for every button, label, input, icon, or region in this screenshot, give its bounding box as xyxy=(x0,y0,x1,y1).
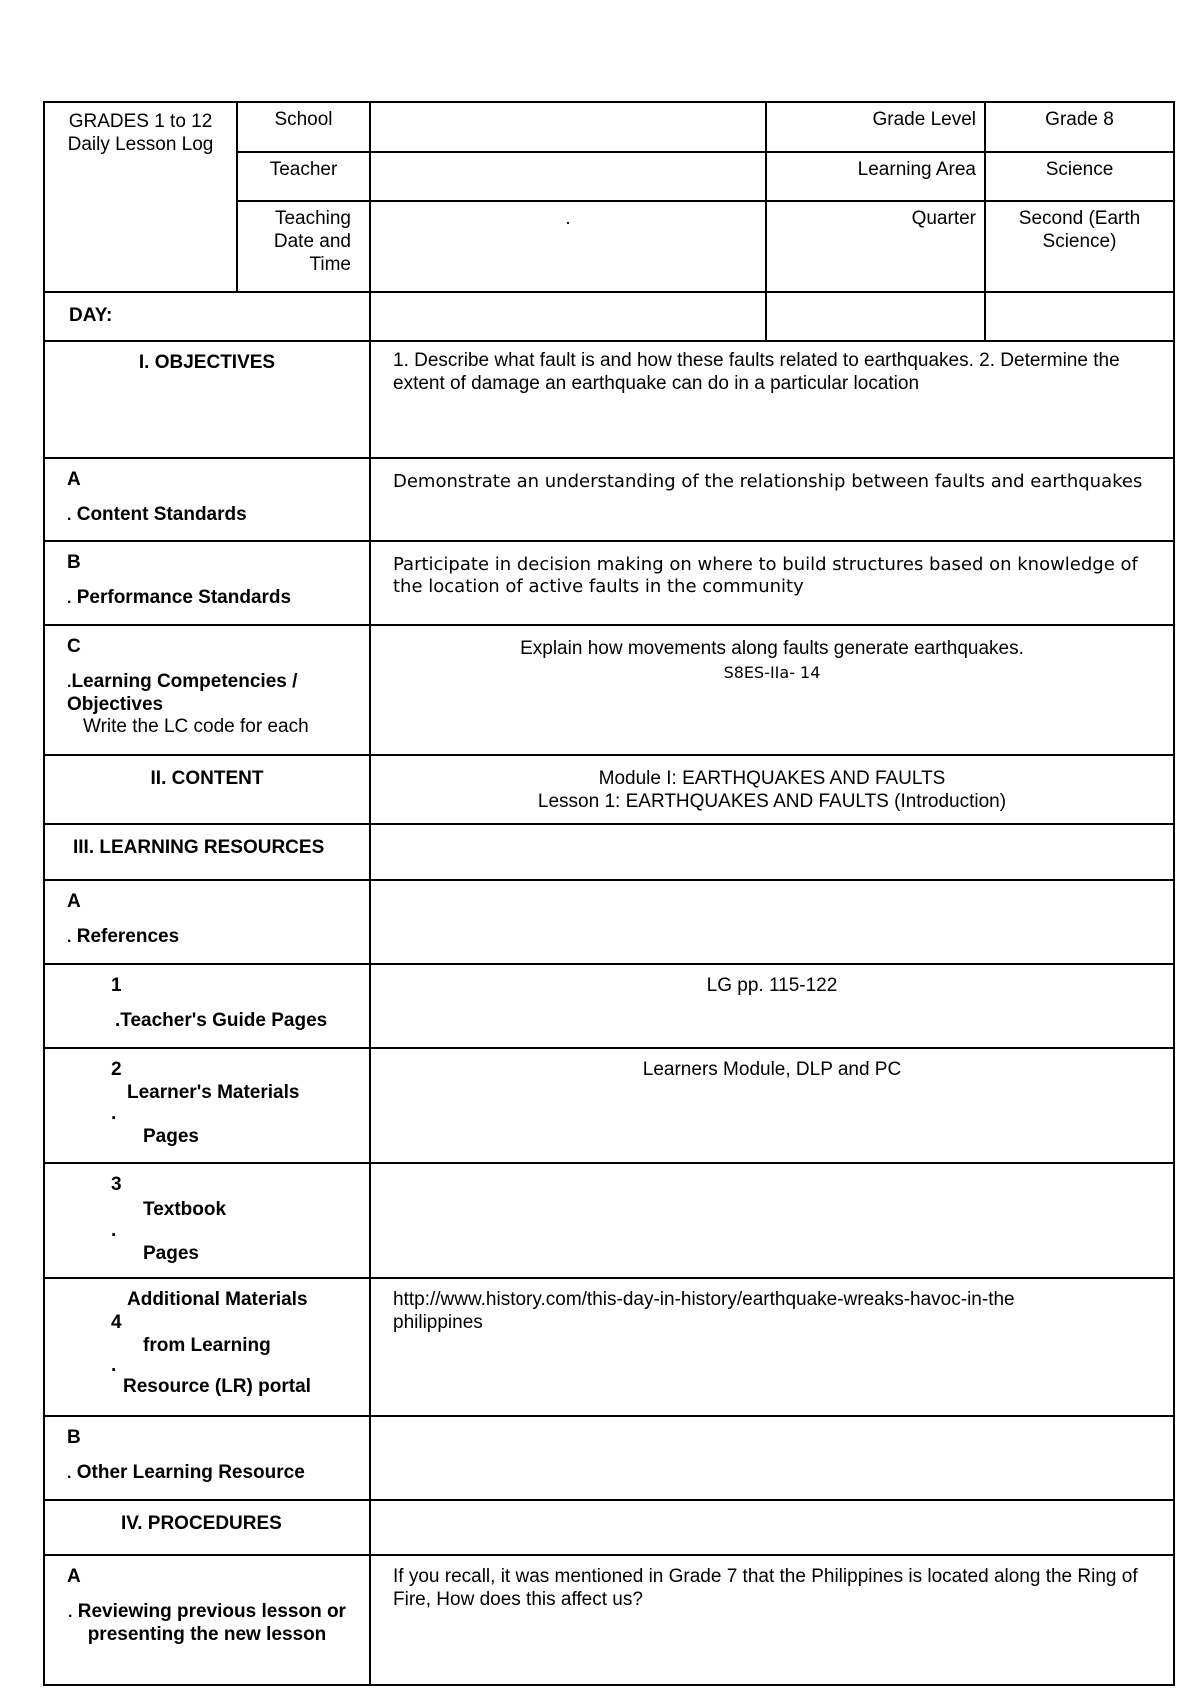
reviewing-text[interactable]: If you recall, it was mentioned in Grade 7 that the Philippines is located along the Ring of Fire, How does this affect us? xyxy=(370,1555,1174,1685)
competencies-text: Explain how movements along faults generate earthquakes. xyxy=(520,638,1024,659)
teachers-guide-row xyxy=(44,964,1174,1048)
teacher-field[interactable] xyxy=(370,152,766,201)
content-standards-label: Content Standards xyxy=(76,503,247,525)
references-letter: A xyxy=(67,891,81,912)
grade-level-label: Grade Level xyxy=(766,102,985,152)
learners-materials-number: 2 xyxy=(111,1059,122,1080)
references-cell: A . References xyxy=(44,880,370,964)
quarter-value[interactable]: Second (Earth Science) xyxy=(985,201,1174,292)
competencies-cell: C .Learning Competencies / Objectives Write the LC code for each xyxy=(44,625,370,755)
grade-level-value[interactable]: Grade 8 xyxy=(985,102,1174,152)
references-label: References xyxy=(76,925,180,947)
teachers-guide-cell: 1 .Teacher's Guide Pages xyxy=(44,964,370,1048)
learners-materials-text[interactable]: Learners Module, DLP and PC xyxy=(370,1048,1174,1163)
daily-lesson-log-table xyxy=(43,101,1175,1686)
competencies-label: Learning Competencies / Objectives xyxy=(67,670,298,715)
content-text-cell[interactable] xyxy=(370,755,1174,824)
objectives-label: I. OBJECTIVES xyxy=(44,341,370,458)
learning-resources-cell[interactable] xyxy=(370,824,1174,880)
competencies-row xyxy=(44,625,1174,755)
additional-link[interactable]: http://www.history.com/this-day-in-history/earthquake-wreaks-havoc-in-the philippines xyxy=(370,1278,1174,1416)
other-resource-letter: B xyxy=(67,1427,81,1448)
learning-resources-label: III. LEARNING RESOURCES xyxy=(44,824,370,880)
learning-area-label: Learning Area xyxy=(766,152,985,201)
learners-materials-label-2: Pages xyxy=(143,1125,199,1147)
date-label: Teaching Date and Time xyxy=(237,201,370,292)
learning-area-value[interactable]: Science xyxy=(985,152,1174,201)
procedures-label: IV. PROCEDURES xyxy=(44,1500,370,1555)
content-lesson: Lesson 1: EARTHQUAKES AND FAULTS (Introduction) xyxy=(537,790,1007,812)
day-cell-3[interactable] xyxy=(985,292,1174,341)
learners-materials-label-1: Learner's Materials xyxy=(127,1081,300,1103)
additional-label-1: Additional Materials xyxy=(127,1289,308,1310)
objectives-text[interactable]: 1. Describe what fault is and how these faults related to earthquakes. 2. Determine the extent of damage an earthquake can do in a particular location xyxy=(370,341,1174,458)
teachers-guide-label: Teacher's Guide Pages xyxy=(120,1009,328,1031)
quarter-label: Quarter xyxy=(766,201,985,292)
competencies-code: S8ES-IIa- 14 xyxy=(723,662,821,682)
date-field[interactable]: . xyxy=(370,201,766,292)
objectives-row xyxy=(44,341,1174,458)
day-row xyxy=(44,292,1174,341)
other-resource-value[interactable] xyxy=(370,1416,1174,1500)
school-row xyxy=(44,102,1174,152)
procedures-row xyxy=(44,1500,1174,1555)
teacher-label: Teacher xyxy=(237,152,370,201)
teachers-guide-text[interactable]: LG pp. 115-122 xyxy=(370,964,1174,1048)
performance-standards-label: Performance Standards xyxy=(76,586,292,608)
teachers-guide-number: 1 xyxy=(111,975,122,996)
reviewing-label: Reviewing previous lesson or presenting the new lesson xyxy=(77,1600,346,1645)
day-cell-1[interactable] xyxy=(370,292,766,341)
references-row xyxy=(44,880,1174,964)
log-title: GRADES 1 to 12 Daily Lesson Log xyxy=(44,102,237,292)
additional-materials-cell: Additional Materials 4 from Learning . Resource (LR) portal xyxy=(44,1278,370,1416)
textbook-row xyxy=(44,1163,1174,1278)
performance-standards-text[interactable]: Participate in decision making on where to build structures based on knowledge of the location of active faults in the community xyxy=(370,541,1174,625)
reviewing-letter: A xyxy=(67,1566,81,1587)
learners-materials-row xyxy=(44,1048,1174,1163)
textbook-text[interactable] xyxy=(370,1163,1174,1278)
learners-materials-cell: 2 Learner's Materials . Pages xyxy=(44,1048,370,1163)
content-row xyxy=(44,755,1174,824)
content-module: Module I: EARTHQUAKES AND FAULTS xyxy=(598,768,946,789)
textbook-cell: 3 Textbook . Pages xyxy=(44,1163,370,1278)
day-cell-2[interactable] xyxy=(766,292,985,341)
reviewing-cell: A . Reviewing previous lesson or presenting the new lesson xyxy=(44,1555,370,1685)
performance-standards-letter: B xyxy=(67,552,81,573)
day-label: DAY: xyxy=(44,292,370,341)
content-standards-row xyxy=(44,458,1174,541)
textbook-number: 3 xyxy=(111,1174,122,1195)
references-value-cell[interactable] xyxy=(370,880,1174,964)
additional-label-2: from Learning xyxy=(143,1334,271,1356)
school-label: School xyxy=(237,102,370,152)
textbook-label-1: Textbook xyxy=(143,1198,227,1220)
additional-number: 4 xyxy=(111,1311,122,1333)
competencies-letter: C xyxy=(67,636,81,657)
other-resource-row xyxy=(44,1416,1174,1500)
content-standards-text[interactable]: Demonstrate an understanding of the relationship between faults and earthquakes xyxy=(370,458,1174,541)
content-standards-cell: A . Content Standards xyxy=(44,458,370,541)
content-standards-letter: A xyxy=(67,469,81,490)
other-resource-cell: B . Other Learning Resource xyxy=(44,1416,370,1500)
reviewing-row xyxy=(44,1555,1174,1685)
procedures-value[interactable] xyxy=(370,1500,1174,1555)
other-resource-label: Other Learning Resource xyxy=(76,1461,305,1483)
textbook-label-2: Pages xyxy=(143,1242,199,1264)
competencies-text-cell[interactable] xyxy=(370,625,1174,755)
performance-standards-cell: B . Performance Standards xyxy=(44,541,370,625)
additional-materials-row xyxy=(44,1278,1174,1416)
content-label: II. CONTENT xyxy=(44,755,370,824)
learning-resources-row xyxy=(44,824,1174,880)
additional-label-3: Resource (LR) portal xyxy=(123,1376,311,1398)
competencies-note: Write the LC code for each xyxy=(83,716,309,738)
performance-standards-row xyxy=(44,541,1174,625)
school-field[interactable] xyxy=(370,102,766,152)
